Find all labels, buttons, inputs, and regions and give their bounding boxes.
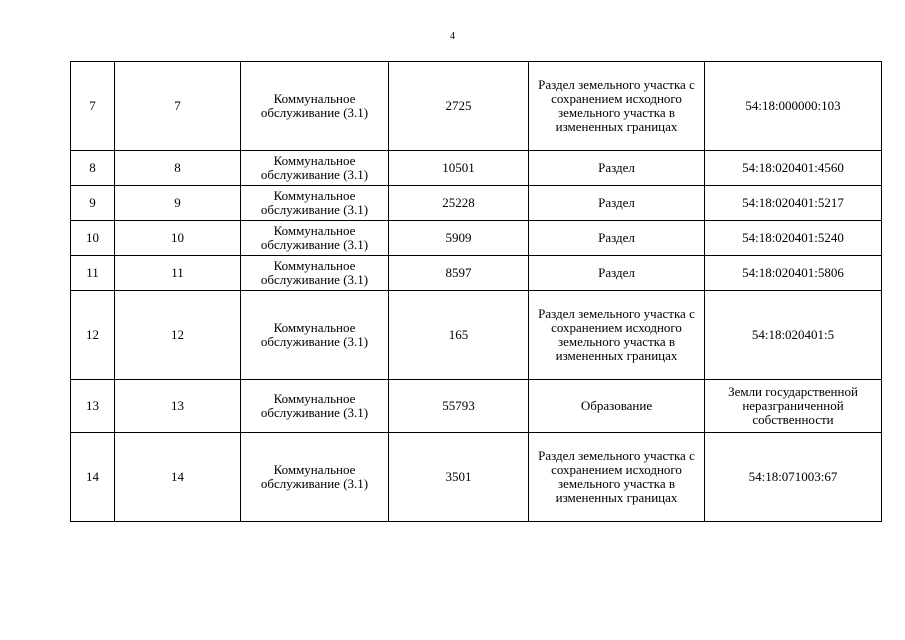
plot-number-cell: 8 (115, 151, 241, 186)
row-number-cell: 12 (71, 291, 115, 380)
land-plots-table (70, 61, 882, 522)
cadastral-number-cell: 54:18:020401:5240 (705, 221, 882, 256)
cadastral-number-cell: 54:18:020401:5 (705, 291, 882, 380)
cadastral-number-cell: Земли государственной неразграниченной собственности (705, 380, 882, 433)
area-cell: 25228 (389, 186, 529, 221)
row-number-cell: 10 (71, 221, 115, 256)
permitted-use-cell: Коммунальное обслуживание (3.1) (241, 256, 389, 291)
formation-method-cell: Раздел (529, 221, 705, 256)
area-cell: 2725 (389, 62, 529, 151)
row-number-cell: 8 (71, 151, 115, 186)
table-row (71, 433, 882, 522)
area-cell: 10501 (389, 151, 529, 186)
area-cell: 3501 (389, 433, 529, 522)
area-cell: 165 (389, 291, 529, 380)
table-row (71, 62, 882, 151)
cadastral-number-cell: 54:18:020401:5806 (705, 256, 882, 291)
table-row (71, 186, 882, 221)
permitted-use-cell: Коммунальное обслуживание (3.1) (241, 62, 389, 151)
permitted-use-cell: Коммунальное обслуживание (3.1) (241, 380, 389, 433)
table-body (71, 62, 882, 522)
cadastral-number-cell: 54:18:020401:5217 (705, 186, 882, 221)
plot-number-cell: 7 (115, 62, 241, 151)
permitted-use-cell: Коммунальное обслуживание (3.1) (241, 186, 389, 221)
formation-method-cell: Образование (529, 380, 705, 433)
cadastral-number-cell: 54:18:071003:67 (705, 433, 882, 522)
row-number-cell: 9 (71, 186, 115, 221)
permitted-use-cell: Коммунальное обслуживание (3.1) (241, 151, 389, 186)
table-row (71, 151, 882, 186)
table-row (71, 221, 882, 256)
permitted-use-cell: Коммунальное обслуживание (3.1) (241, 221, 389, 256)
formation-method-cell: Раздел земельного участка с сохранением исходного земельного участка в измененных границах (529, 291, 705, 380)
area-cell: 5909 (389, 221, 529, 256)
formation-method-cell: Раздел (529, 151, 705, 186)
area-cell: 55793 (389, 380, 529, 433)
plot-number-cell: 13 (115, 380, 241, 433)
permitted-use-cell: Коммунальное обслуживание (3.1) (241, 433, 389, 522)
formation-method-cell: Раздел земельного участка с сохранением исходного земельного участка в измененных границах (529, 62, 705, 151)
area-cell: 8597 (389, 256, 529, 291)
table-row (71, 256, 882, 291)
row-number-cell: 7 (71, 62, 115, 151)
row-number-cell: 14 (71, 433, 115, 522)
cadastral-number-cell: 54:18:020401:4560 (705, 151, 882, 186)
table-row (71, 380, 882, 433)
row-number-cell: 11 (71, 256, 115, 291)
plot-number-cell: 11 (115, 256, 241, 291)
table-row (71, 291, 882, 380)
cadastral-number-cell: 54:18:000000:103 (705, 62, 882, 151)
page-number: 4 (450, 31, 455, 42)
plot-number-cell: 12 (115, 291, 241, 380)
formation-method-cell: Раздел (529, 256, 705, 291)
formation-method-cell: Раздел (529, 186, 705, 221)
permitted-use-cell: Коммунальное обслуживание (3.1) (241, 291, 389, 380)
plot-number-cell: 9 (115, 186, 241, 221)
row-number-cell: 13 (71, 380, 115, 433)
plot-number-cell: 10 (115, 221, 241, 256)
formation-method-cell: Раздел земельного участка с сохранением исходного земельного участка в измененных границах (529, 433, 705, 522)
plot-number-cell: 14 (115, 433, 241, 522)
